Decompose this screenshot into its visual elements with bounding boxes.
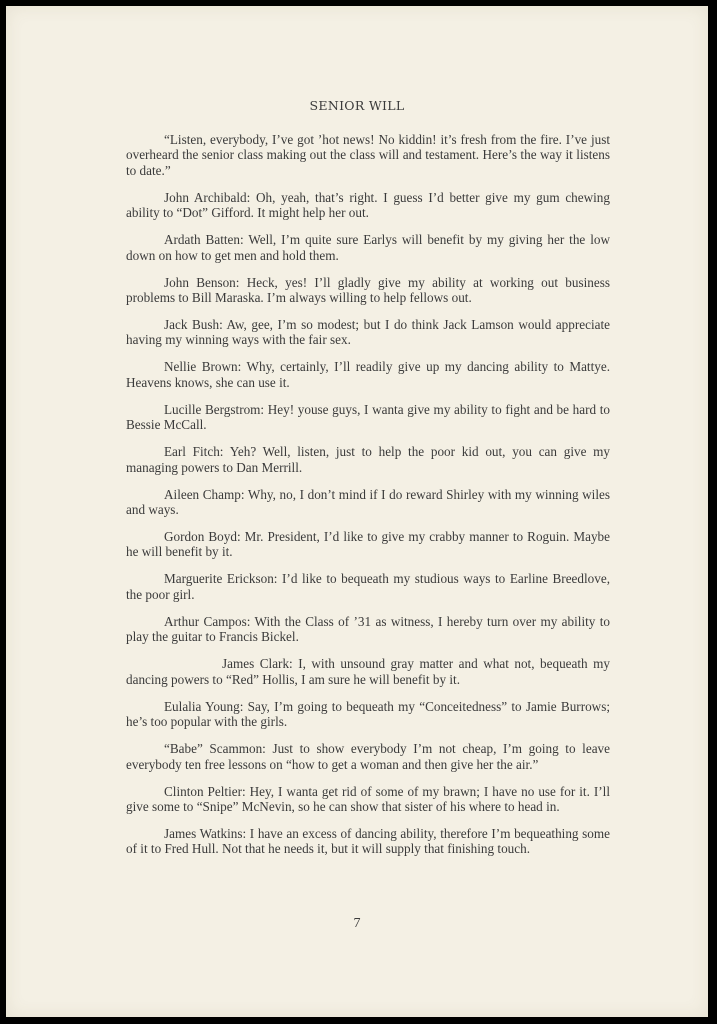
paragraph-gordon-boyd: Gordon Boyd: Mr. President, I’d like to give my crabby manner to Roguin. Maybe he will benefit by it. (126, 529, 610, 560)
paragraph-ardath-batten: Ardath Batten: Well, I’m quite sure Earlys will benefit by my giving her the low down on how to get men and hold them. (126, 232, 610, 263)
page-title: SENIOR WILL (309, 98, 405, 113)
paragraph-aileen-champ: Aileen Champ: Why, no, I don’t mind if I do reward Shirley with my winning wiles and ways. (126, 486, 610, 518)
paragraph-earl-fitch: Earl Fitch: Yeh? Well, listen, just to help the poor kid out, you can give my managing powers to Dan Merrill. (126, 444, 610, 475)
document-body (126, 132, 610, 868)
paragraph-nellie-brown: Nellie Brown: Why, certainly, I’ll readily give up my dancing ability to Mattye. Heavens knows, she can use it. (126, 359, 610, 390)
paragraph-babe-scammon: “Babe” Scammon: Just to show everybody I’m not cheap, I’m going to leave everybody ten free lessons on “how to get a woman and then give her the air.” (126, 741, 610, 772)
paragraph-john-archibald: John Archibald: Oh, yeah, that’s right. I guess I’d better give my gum chewing ability to “Dot” Gifford. It might help her out. (126, 189, 610, 221)
document-page (6, 6, 708, 1017)
paragraph-intro: “Listen, everybody, I’ve got ’hot news! No kiddin! it’s fresh from the fire. I’ve just overheard the senior class making out the class will and testament. Here’s the way it listens to date.” (126, 132, 610, 178)
paragraph-james-clark: James Clark: I, with unsound gray matter and what not, bequeath my dancing powers to “Red” Hollis, I am sure he will benefit by it. (126, 656, 610, 687)
paragraph-john-benson: John Benson: Heck, yes! I’ll gladly give my ability at working out business problems to Bill Maraska. I’m always willing to help fellows out. (126, 274, 610, 306)
page-number: 7 (353, 916, 361, 931)
paragraph-marguerite-erickson: Marguerite Erickson: I’d like to bequeath my studious ways to Earline Breedlove, the poor girl. (126, 571, 610, 602)
paragraph-arthur-campos: Arthur Campos: With the Class of ’31 as witness, I hereby turn over my ability to play the guitar to Francis Bickel. (126, 613, 610, 645)
paragraph-james-watkins: James Watkins: I have an excess of dancing ability, therefore I’m bequeathing some of it to Fred Hull. Not that he needs it, but it will supply that finishing touch. (126, 825, 610, 857)
paragraph-lucille-bergstrom: Lucille Bergstrom: Hey! youse guys, I wanta give my ability to fight and be hard to Bessie McCall. (126, 401, 610, 433)
paragraph-clinton-peltier: Clinton Peltier: Hey, I wanta get rid of some of my brawn; I have no use for it. I’ll give some to “Snipe” McNevin, so he can show that sister of his where to head in. (126, 783, 610, 814)
paragraph-jack-bush: Jack Bush: Aw, gee, I’m so modest; but I do think Jack Lamson would appreciate having my winning ways with the fair sex. (126, 317, 610, 348)
paragraph-eulalia-young: Eulalia Young: Say, I’m going to bequeath my “Conceitedness” to Jamie Burrows; he’s too popular with the girls. (126, 698, 610, 730)
